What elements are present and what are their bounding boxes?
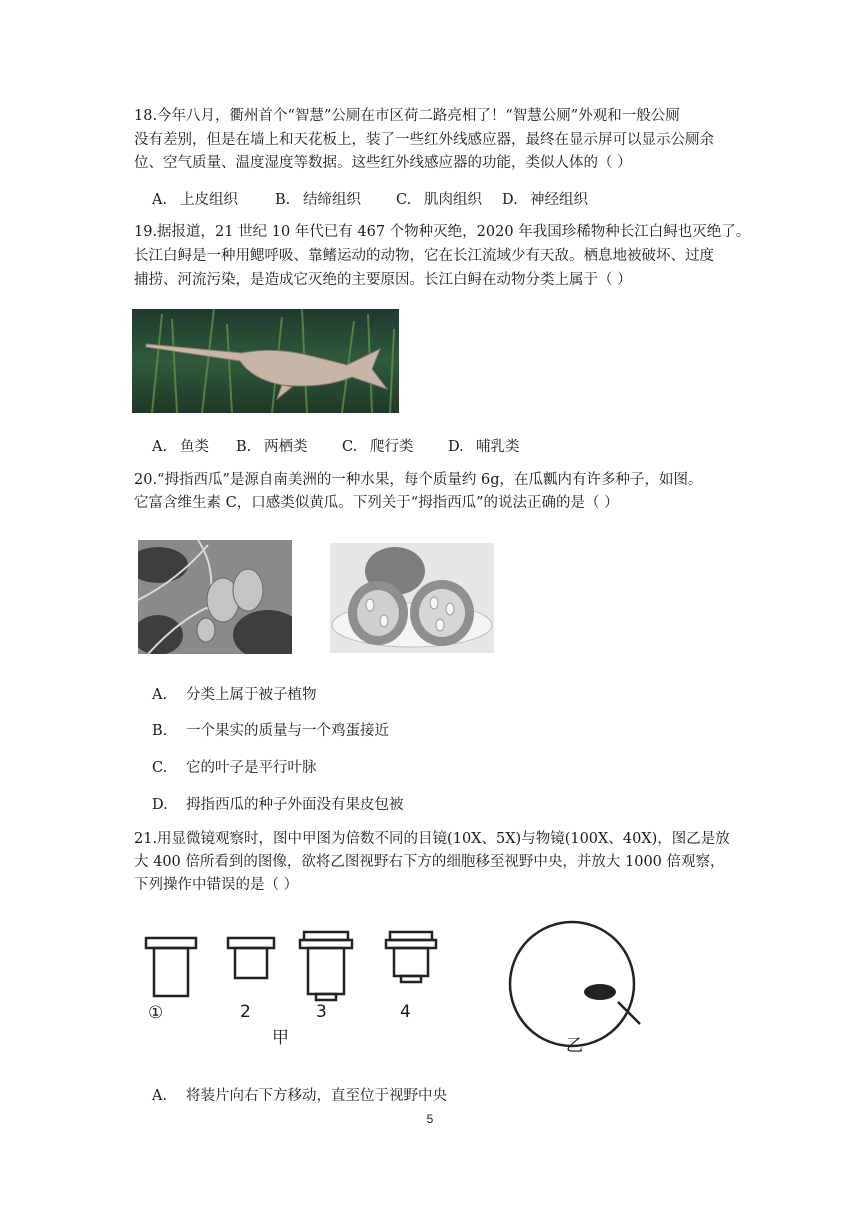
sturgeon-photo xyxy=(132,309,399,413)
q19-option-b: B. 两栖类 xyxy=(236,439,308,455)
q18-line-2: 没有差别，但是在墙上和天花板上，装了一些红外线感应器，最终在显示屏可以显示公厕余 xyxy=(134,132,714,148)
lens-label-2: 2 xyxy=(240,1002,251,1022)
q20-line-1: 20.“拇指西瓜”是源自南美洲的一种水果，每个质量约 6g，在瓜瓤内有许多种子，如图。 xyxy=(134,472,703,488)
q20-line-2: 它富含维生素 C，口感类似黄瓜。下列关于“拇指西瓜”的说法正确的是（ ） xyxy=(134,495,619,511)
q20-option-c: C. 它的叶子是平行叶脉 xyxy=(152,760,317,776)
q18-line-1: 18.今年八月，衢州首个“智慧”公厕在市区荷二路亮相了！“智慧公厕”外观和一般公厕 xyxy=(134,108,680,124)
figure-caption-jia: 甲 xyxy=(272,1028,289,1048)
thumb-melon-vine-photo xyxy=(138,540,292,654)
q19-line-1: 19.据报道，21 世纪 10 年代已有 467 个物种灭绝，2020 年我国珍稀物种长江白鲟也灭绝了。 xyxy=(134,224,751,240)
q18-option-d: D. 神经组织 xyxy=(502,192,588,208)
lens-3-icon xyxy=(300,932,352,1000)
cell-image xyxy=(584,984,616,1000)
lens-1-icon xyxy=(146,938,196,996)
q21-option-a: A. 将装片向右下方移动，直至位于视野中央 xyxy=(152,1088,447,1104)
field-of-view-circle xyxy=(510,922,634,1046)
q20-option-a: A. 分类上属于被子植物 xyxy=(152,687,317,703)
q21-line-1: 21.用显微镜观察时，图中甲图为倍数不同的目镜(10X、5X)与物镜(100X、40X)，图乙是放 xyxy=(134,831,730,847)
q18-line-3: 位、空气质量、温度湿度等数据。这些红外线感应器的功能，类似人体的（ ） xyxy=(134,155,632,171)
q20-option-b: B. 一个果实的质量与一个鸡蛋接近 xyxy=(152,723,389,739)
q21-line-3: 下列操作中错误的是（ ） xyxy=(134,877,299,893)
q19-line-3: 捕捞、河流污染，是造成它灭绝的主要原因。长江白鲟在动物分类上属于（ ） xyxy=(134,272,632,288)
q19-option-c: C. 爬行类 xyxy=(342,439,414,455)
figure-caption-yi: 乙 xyxy=(566,1036,583,1056)
q19-option-d: D. 哺乳类 xyxy=(448,439,520,455)
lens-label-1: ① xyxy=(148,1003,164,1023)
q18-option-b: B. 结缔组织 xyxy=(275,192,361,208)
lens-label-3: 3 xyxy=(316,1002,327,1022)
lens-2-icon xyxy=(228,938,274,978)
page-number: 5 xyxy=(426,1112,434,1126)
q18-option-a: A. 上皮组织 xyxy=(152,192,238,208)
q20-option-d: D. 拇指西瓜的种子外面没有果皮包被 xyxy=(152,797,404,813)
lens-4-icon xyxy=(386,932,436,982)
q18-option-c: C. 肌肉组织 xyxy=(396,192,482,208)
q19-option-a: A. 鱼类 xyxy=(152,439,209,455)
lens-label-4: 4 xyxy=(400,1002,411,1022)
thumb-melon-cut-photo xyxy=(330,543,494,653)
q21-line-2: 大 400 倍所看到的图像，欲将乙图视野右下方的细胞移至视野中央，并放大 1000 倍观察， xyxy=(134,854,725,870)
q19-line-2: 长江白鲟是一种用鳃呼吸、靠鳍运动的动物，它在长江流域少有天敌。栖息地被破坏、过度 xyxy=(134,248,714,264)
